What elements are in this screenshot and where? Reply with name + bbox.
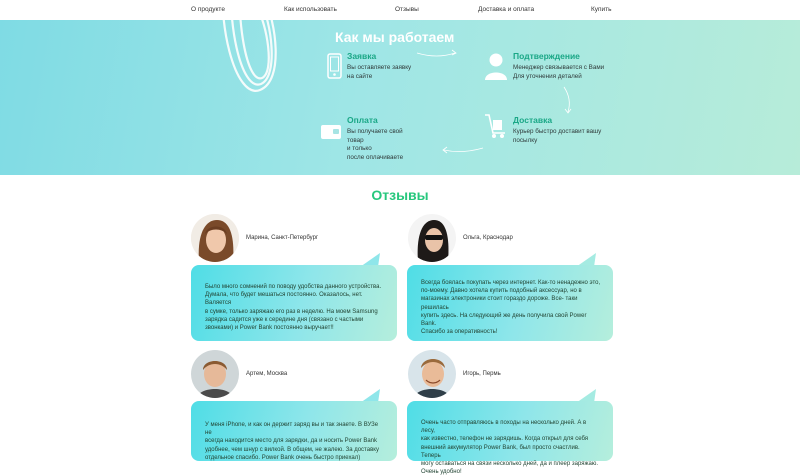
reviewer-name: Марина, Санкт-Петербург <box>246 235 319 241</box>
step-text-payment: Вы получаете свой товар и только после оплачиваете <box>347 128 404 161</box>
review-text: Было много сомнений по поводу удобства данного устройства. Думала, что будет мешаться постоянно. Оказалось, нет. Валяется в сумке, только заряжаю его раз в неделю. На моем Samsung зарядка садится уже к середине дня (связано с частыми звонками) и Power Bank постоянно выручает!! <box>205 284 382 332</box>
nav-item-reviews[interactable]: Отзывы <box>395 6 419 13</box>
step-text-delivery: Курьер быстро доставит вашу посылку <box>513 128 602 144</box>
reviewer-name: Игорь, Пермь <box>463 371 501 377</box>
arrow-left-icon <box>440 142 485 156</box>
hero-title: Как мы работаем <box>335 29 455 45</box>
review-bubble <box>191 401 397 461</box>
cart-icon <box>483 113 507 139</box>
review-text: У меня iPhone, и как он держит заряд вы и так знаете. В ВУЗе не всегда находится место для зарядки, да и носить Power Bank удобнее, чем шнур с вилкой. В общем, не жалею. За доставку отдельное спасибо. Power Bank очень быстро приехал) <box>205 422 379 461</box>
arrow-down-icon <box>560 85 574 115</box>
avatar <box>408 350 456 398</box>
reviewer-name: Ольга, Краснодар <box>463 235 513 241</box>
step-title-request: Заявка <box>347 51 377 61</box>
avatar <box>191 214 239 262</box>
how-we-work-section <box>0 20 800 175</box>
avatar <box>191 350 239 398</box>
review-bubble <box>407 401 613 476</box>
arrow-right-icon <box>415 47 460 61</box>
top-navigation <box>0 0 800 20</box>
nav-item-delivery[interactable]: Доставка и оплата <box>478 6 535 13</box>
nav-item-about[interactable]: О продукте <box>191 6 225 13</box>
wallet-icon <box>320 124 342 140</box>
cable-image <box>205 20 305 110</box>
step-title-payment: Оплата <box>347 115 378 125</box>
phone-icon <box>326 53 344 81</box>
reviews-title: Отзывы <box>371 187 429 203</box>
nav-item-buy[interactable]: Купить <box>591 6 612 13</box>
avatar <box>408 214 456 262</box>
review-text: Очень часто отправляюсь в походы на несколько дней. А в лесу, как известно, телефон не зарядишь. Когда открыл для себя внешний аккумулятор Power Bank, был просто счастлив. Теперь могу оставаться на связи несколько дней, да и плеер заряжаю. Очень удобно! <box>421 420 599 476</box>
review-bubble <box>407 265 613 341</box>
review-text: Всегда боялась покупать через интернет. Как-то ненадежно это, по-моему. Давно хотела купить подобный аксессуар, но в магазинах электроники стоит гораздо дороже. Все- таки решилась купить здесь. На следующий же день получила свой Power Bank. Спасибо за оперативность! <box>421 280 601 336</box>
user-icon <box>484 52 508 80</box>
reviewer-name: Артем, Москва <box>246 371 288 377</box>
step-text-confirmation: Менеджер связывается с Вами Для уточнения деталей <box>513 64 605 80</box>
review-bubble <box>191 265 397 341</box>
step-title-delivery: Доставка <box>513 115 553 125</box>
nav-item-how-to-use[interactable]: Как использовать <box>284 6 337 13</box>
step-title-confirmation: Подтверждение <box>513 51 580 61</box>
step-text-request: Вы оставляете заявку на сайте <box>347 64 412 80</box>
